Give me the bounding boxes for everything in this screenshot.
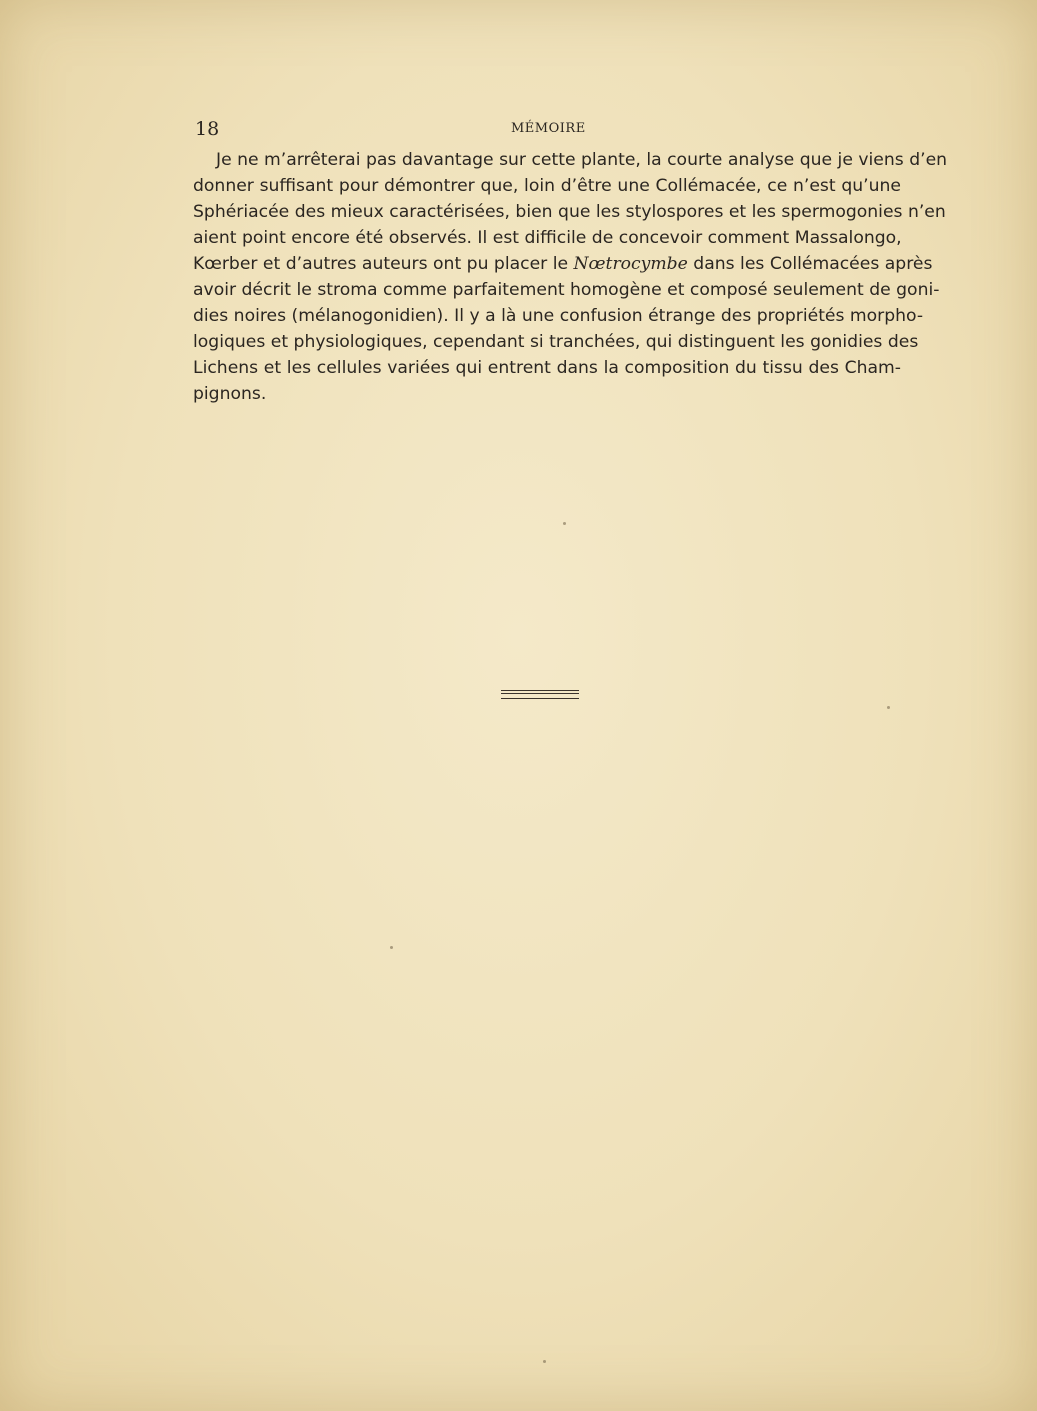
paper-speck (390, 946, 393, 949)
paper-speck (543, 1360, 546, 1363)
running-head (193, 118, 901, 142)
section-end-rule (501, 690, 579, 699)
page-number: 18 (195, 118, 220, 140)
text-line: dies noires (mélanogonidien). Il y a là une confusion étrange des propriétés morpho- (193, 306, 924, 326)
text-line: pignons. (193, 384, 267, 404)
text-line: Lichens et les cellules variées qui entrent dans la composition du tissu des Cham- (193, 358, 901, 378)
paper-speck (887, 706, 890, 709)
paper-speck (563, 522, 566, 525)
text-line: Sphériacée des mieux caractérisées, bien que les stylospores et les spermogonies n’en (193, 202, 946, 222)
text-line: Je ne m’arrêterai pas davantage sur cette plante, la courte analyse que je viens d’en (216, 150, 948, 170)
text-line: avoir décrit le stroma comme parfaitement homogène et composé seulement de goni- (193, 280, 940, 300)
text-run: Kœrber et d’autres auteurs ont pu placer le (193, 254, 574, 274)
genus-name: Nœtrocymbe (573, 254, 688, 274)
text-line (193, 251, 933, 277)
body-paragraph (193, 147, 948, 407)
text-line: aient point encore été observés. Il est difficile de concevoir comment Massalongo, (193, 228, 902, 248)
rule-middle-line (501, 693, 579, 694)
running-title: MÉMOIRE (511, 121, 586, 136)
text-run: dans les Collémacées après (687, 254, 933, 274)
text-line: logiques et physiologiques, cependant si tranchées, qui distinguent les gonidies des (193, 332, 919, 352)
text-line: donner suffisant pour démontrer que, loin d’être une Collémacée, ce n’est qu’une (193, 176, 901, 196)
